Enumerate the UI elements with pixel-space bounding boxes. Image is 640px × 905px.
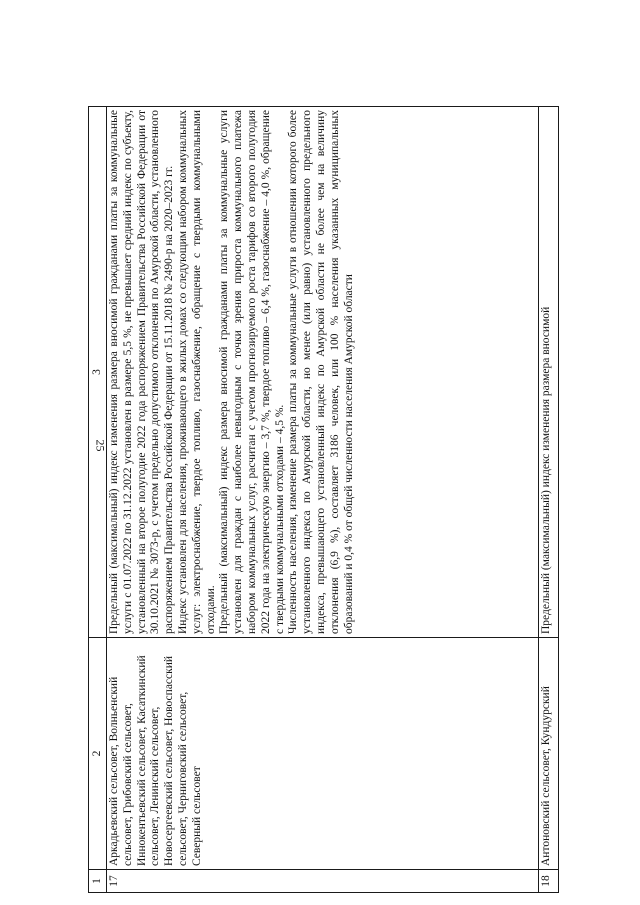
description-cell [107, 107, 539, 638]
header-cell-2: 2 [89, 638, 107, 870]
territory-cell: Аркадьевский сельсовет, Волньенский сельсовет, Грибовский сельсовет, Иннокентьевский сельсовет, Касаткинский сельсовет, Ленинский сельсовет, Новосергеевский сельсовет, Новоспасский сельсовет, Черниговский сельсовет, Северный сельсовет [107, 638, 539, 870]
tariff-table [88, 106, 559, 893]
paragraph: Предельный (максимальный) индекс размера вносимой гражданами платы за коммунальные услуги установлен для граждан с наиболее невыгодным с точки зрения прироста коммунального платежа набором коммунальных услуг, расчитан с учетом прогнозируемого роста тарифов со второго полугодия 2022 года на электрическую энергию – 3,7 %, твердое топливо – 6,4 %, газоснабжение – 4,0 %, обращение с твердыми коммунальными отходами – 4,5 %. [218, 110, 286, 634]
table-header-row [89, 107, 107, 893]
header-cell-1: 1 [89, 870, 107, 893]
page-number: 25 [93, 439, 108, 452]
paragraph: Предельный (максимальный) индекс изменения размера вносимой [540, 306, 552, 634]
territory-cell: Антоновский сельсовет, Кундурский [539, 638, 559, 870]
rotated-page [88, 107, 559, 893]
paragraph: Численность населения, изменение размера платы за коммунальные услуги в отношении которого более установленного индекса по Амурской области, но менее (или равно) установленного предельного индекса, превышающего установленный индекс по Амурской области не более чем на величину отклонения (6,9 %), составляет 3186 человек, или 100 % населения указанных муниципальных образований и 0,4 % от общей численности населения Амурской области [287, 110, 355, 634]
paragraph: Индекс установлен для населения, проживающего в жилых домах со следующим набором коммунальных услуг: электроснабжение, твердое топливо, газоснабжение, обращение с твердыми коммунальными отходами. [176, 110, 217, 634]
row-number: 18 [539, 870, 559, 893]
paragraph: Предельный (максимальный) индекс изменения размера вносимой гражданами платы за коммунальные услуги с 01.07.2022 по 31.12.2022 установлен в размере 5,5 %, не превышает средний индекс по субъекту, установленный на второе полугодие 2022 года распоряжением Правительства Российской Федерации от 30.10.2021 № 3073-р, с учетом предельно допустимого отклонения по Амурской области, установленного распоряжением Правительства Российской Федерации от 15.11.2018 № 2490-р на 2020–2023 гг. [108, 110, 176, 634]
row-number: 17 [107, 870, 539, 893]
description-cell [539, 107, 559, 638]
table-row [107, 107, 539, 893]
header-cell-3: 3 [89, 107, 107, 638]
table-row [539, 107, 559, 893]
